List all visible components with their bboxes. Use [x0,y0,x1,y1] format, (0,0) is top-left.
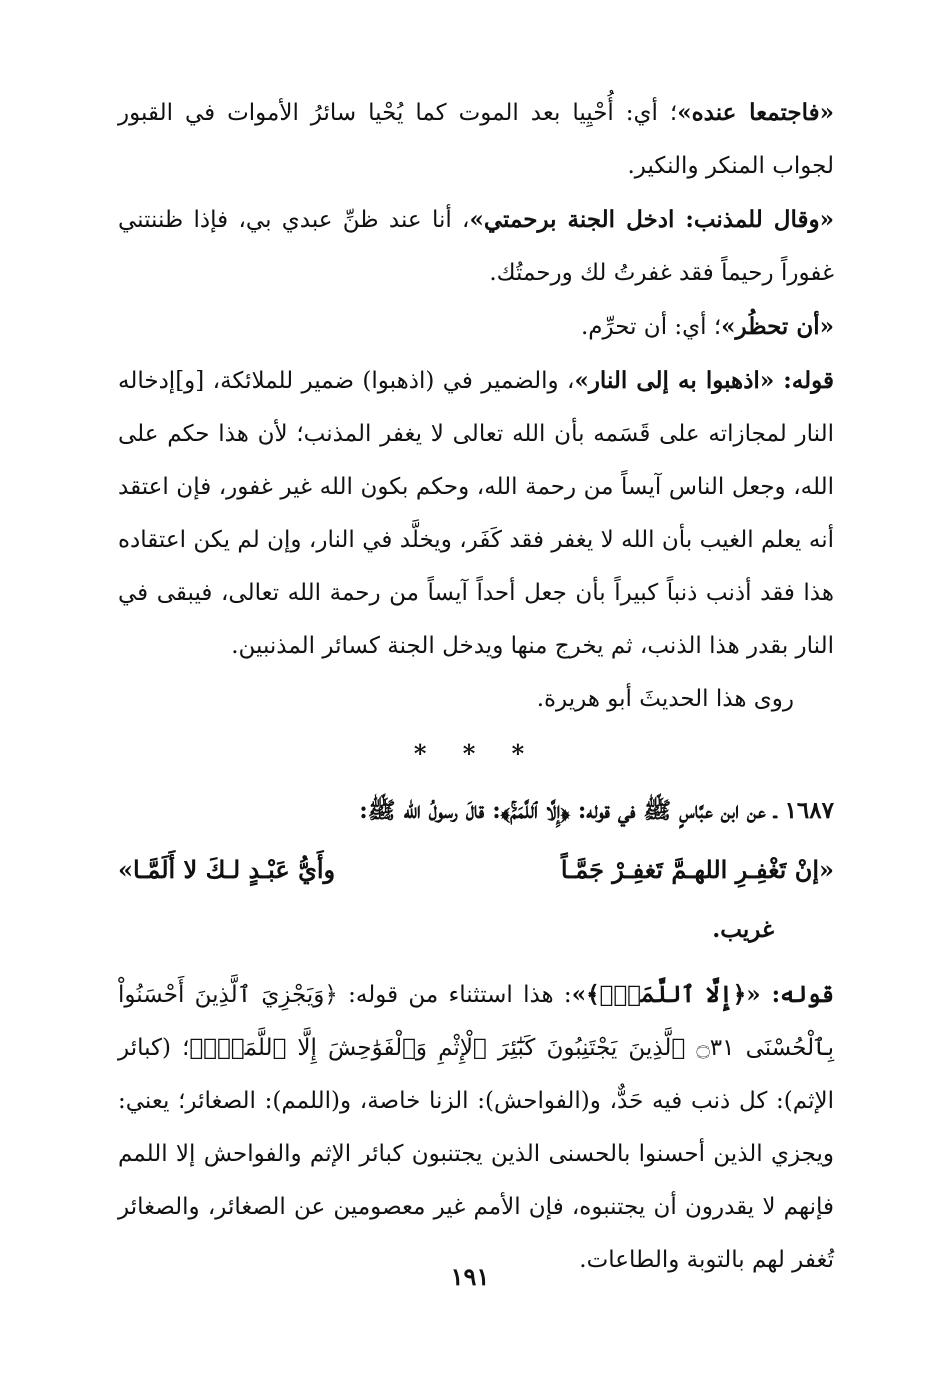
paragraph-text: روى هذا الحديثَ أبو هريرة. [536,686,794,712]
paragraph-fajtamaa [118,86,834,193]
page-number: ١٩١ [450,1262,490,1291]
section-separator: * * * [413,739,539,768]
quoted-phrase: «وقال للمذنب: ادخل الجنة برحمتي» [469,206,834,233]
spacer [118,960,834,968]
paragraph-text: : هذا استثناء من قوله: ﴿وَيَجْزِيَ ٱلَّذِينَ أَحْسَنُواْ بِٱلْحُسْنَى ۝٣١ ٱلَّذِينَ يَجْتَنِبُونَ كَبَٰٓئِرَ ٱلْإِثْمِ وَٱلْفَوَٰحِشَ إِلَّا ٱللَّمَمَۚ﴾؛ (كبائر الإثم): كل ذنب فيه حَدٌّ، و(الفواحش): الزنا خاصة، و(اللمم): الصغائر؛ يعني: ويجزي الذين أحسنوا بالحسنى الذين يجتنبون كبائر الإثم والفواحش إلا اللمم فإنهم لا يقدرون أن يجتنبوه، فإن الأمم غير معصومين عن الصغائر، والصغائر تُغفر لهم بالتوبة والطاعات. [118,982,834,1273]
paragraph-text: ؛ أي: أُحْيِيا بعد الموت كما يُحْيا سائرُ الأموات في القبور لجواب المنكر والنكير. [118,100,834,179]
paragraph-an-tahzur [118,300,834,354]
paragraph-commentary [118,968,834,1287]
paragraph-lead: قوله: [760,981,835,1008]
poetry-verse [118,840,834,900]
verse-first-hemistich: «إنْ تَغْفِـرِ اللهـمَّ تَغفِـرْ جَمَّـاً [560,855,834,884]
paragraph-lead: قوله: [774,367,834,394]
paragraph-text: ، أنا عند ظنِّ عبدي بي، فإذا ظننتني غفوراً رحيماً فقد غفرتُ لك ورحمتُك. [118,207,834,286]
paragraph-text: ، والضمير في (اذهبوا) ضمير للملائكة، [و]إدخاله النار لمجازاته على قَسَمه بأن الله تعالى لا يغفر المذنب؛ لأن هذا حكم على الله، وجعل الناس آيساً من رحمة الله، وحكم بكون الله غير غفور، فإن اعتقد أنه يعلم الغيب بأن الله لا يغفر فقد كَفَر، ويخلَّد في النار، وإن لم يكن اعتقاده هذا فقد أذنب ذنباً كبيراً بأن جعل أحداً آيساً من رحمة الله تعالى، فيبقى في النار بقدر هذا الذنب، ثم يخرج منها ويدخل الجنة كسائر المذنبين. [118,368,834,659]
quoted-phrase: «أن تحظُر» [721,313,834,340]
paragraph-narrator [118,673,834,726]
hadith-grade: غريب. [712,916,774,943]
paragraph-idhhabu [118,354,834,673]
paragraph-wa-qala [118,193,834,300]
quoted-phrase: «فاجتمعا عنده» [677,99,835,126]
hadith-heading: ١٦٨٧ ـ عن ابن عبَّاسٍ ﷺ في قوله: ﴿إِلَّا ٱللَّمَمَۚ﴾: قالَ رسولُ الله ﷺ: [359,797,834,824]
quoted-phrase: «﴿إِلَّا ٱللَّمَمَۚ﴾» [571,981,761,1008]
verse-second-hemistich: وأَيُّ عَبْـدٍ لـكَ لا أَلَمَّـا» [118,855,336,884]
page-body [118,86,834,1287]
quoted-phrase: «اذهبوا به إلى النار» [574,367,775,394]
paragraph-text: ؛ أي: أن تحرِّم. [581,314,722,340]
